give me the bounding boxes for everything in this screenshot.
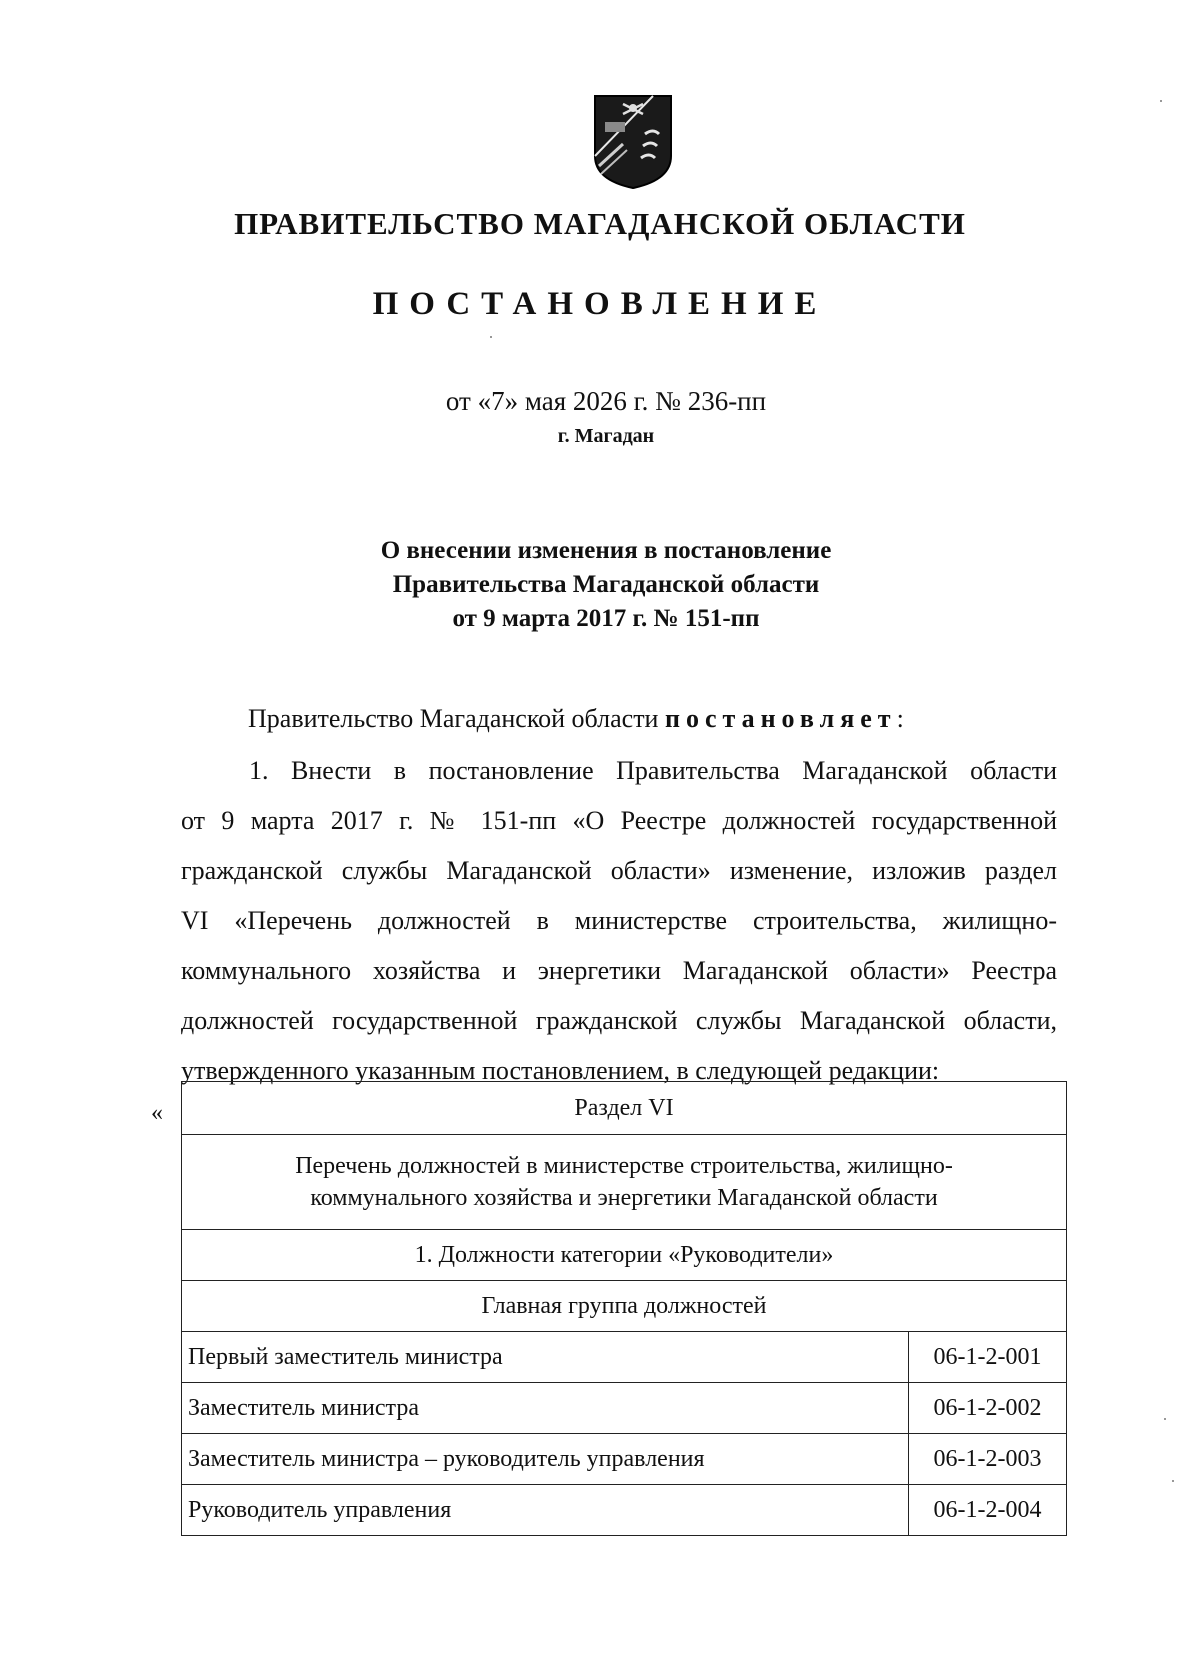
position-name: Первый заместитель министра: [182, 1332, 909, 1383]
organization-name: ПРАВИТЕЛЬСТВО МАГАДАНСКОЙ ОБЛАСТИ: [234, 206, 966, 241]
section-heading: Раздел VI: [182, 1082, 1067, 1135]
position-name: Заместитель министра: [182, 1383, 909, 1434]
clause-1-text: [181, 746, 1057, 1096]
preamble-text: Правительство Магаданской области: [248, 704, 665, 733]
table-row: [182, 1332, 1067, 1383]
body-line: 1. Внести в постановление Правительства Магаданской области: [249, 756, 1057, 785]
position-code: 06-1-2-003: [909, 1434, 1067, 1485]
preamble-resolves: постановляет: [664, 704, 897, 733]
position-code: 06-1-2-004: [909, 1485, 1067, 1536]
document-title: [0, 534, 1200, 636]
scan-speck: [490, 336, 492, 338]
preamble: [248, 704, 904, 734]
coat-of-arms-emblem: [593, 94, 673, 190]
preamble-colon: :: [896, 704, 904, 733]
body-line: от 9 марта 2017 г. № 151-пп «О Реестре должностей государственной: [181, 806, 1057, 835]
body-line: коммунального хозяйства и энергетики Магаданской области» Реестра: [181, 956, 1057, 985]
group-heading: Главная группа должностей: [182, 1281, 1067, 1332]
table-row: [182, 1082, 1067, 1135]
position-code: 06-1-2-002: [909, 1383, 1067, 1434]
section-title: [182, 1135, 1067, 1230]
body-line: VI «Перечень должностей в министерстве строительства, жилищно-: [181, 906, 1057, 935]
opening-quote-mark: «: [151, 1100, 163, 1126]
document-type: ПОСТАНОВЛЕНИЕ: [372, 286, 828, 322]
scan-speck: [1164, 1418, 1166, 1420]
document-city: г. Магадан: [557, 425, 655, 447]
table-row: [182, 1383, 1067, 1434]
scan-speck: [1172, 1480, 1174, 1482]
category-heading: 1. Должности категории «Руководители»: [182, 1230, 1067, 1281]
section-title-line-2: коммунального хозяйства и энергетики Магаданской области: [310, 1185, 938, 1211]
position-name: Заместитель министра – руководитель управления: [182, 1434, 909, 1485]
table-row: [182, 1281, 1067, 1332]
title-line-1: О внесении изменения в постановление: [380, 537, 832, 564]
scan-speck: [1160, 100, 1162, 102]
position-code: 06-1-2-001: [909, 1332, 1067, 1383]
body-line: должностей государственной гражданской службы Магаданской области,: [181, 1006, 1057, 1035]
table-row: [182, 1434, 1067, 1485]
table-row: [182, 1135, 1067, 1230]
section-title-line-1: Перечень должностей в министерстве строительства, жилищно-: [295, 1153, 953, 1179]
title-line-2: Правительства Магаданской области: [392, 571, 820, 598]
body-line: гражданской службы Магаданской области» изменение, изложив раздел: [181, 856, 1057, 885]
position-name: Руководитель управления: [182, 1485, 909, 1536]
table-row: [182, 1230, 1067, 1281]
body-line: утвержденного указанным постановлением, в следующей редакции:: [181, 1056, 940, 1085]
positions-register-table: [181, 1081, 1067, 1536]
title-line-3: от 9 марта 2017 г. № 151-пп: [452, 605, 760, 632]
document-date-number: от «7» мая 2026 г. № 236-пп: [445, 386, 767, 416]
table-row: [182, 1485, 1067, 1536]
